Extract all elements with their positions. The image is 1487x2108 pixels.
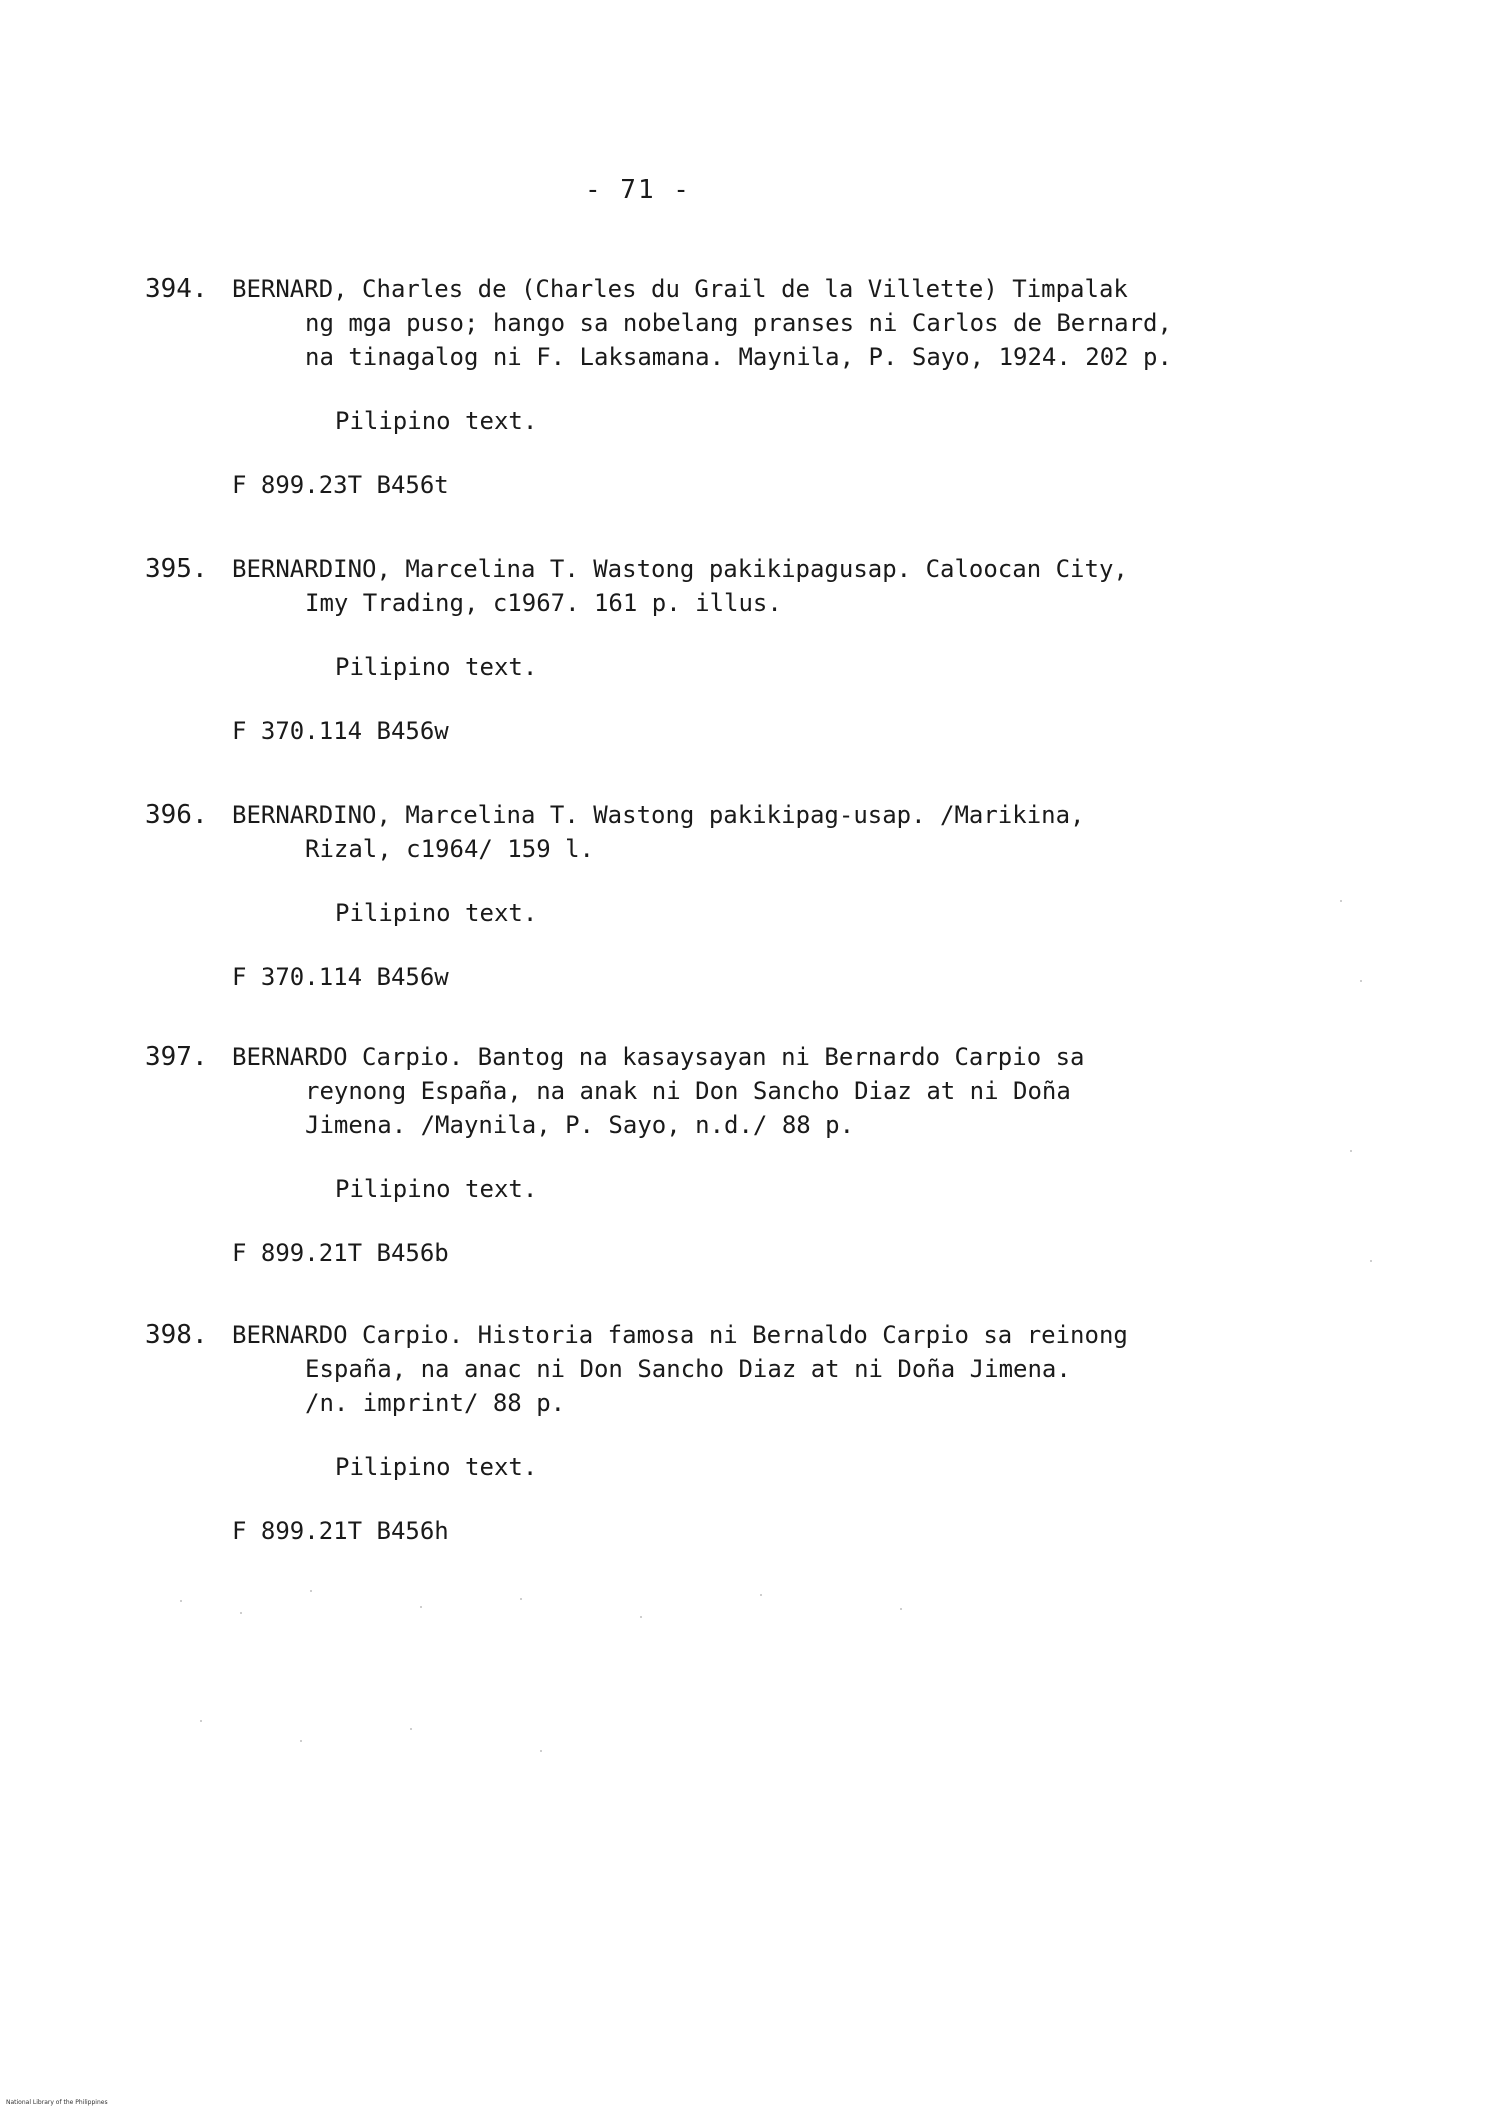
call-number: F 899.21T B456h [232,1517,449,1545]
call-number: F 370.114 B456w [232,717,449,745]
entry-note: Pilipino text. [335,407,538,435]
entry-line: reynong España, na anak ni Don Sancho Diaz at ni Doña [305,1077,1071,1105]
entry-line: na tinagalog ni F. Laksamana. Maynila, P. Sayo, 1924. 202 p. [305,343,1172,371]
entry-body [232,798,1185,866]
call-number: F 899.23T B456t [232,471,449,499]
entry-line: BERNARDINO, Marcelina T. Wastong pakikipag-usap. /Marikina, [232,801,1085,829]
entry-line: BERNARD, Charles de (Charles du Grail de la Villette) Timpalak [232,275,1128,303]
entry-note: Pilipino text. [335,899,538,927]
call-number: F 899.21T B456b [232,1239,449,1267]
catalog-entry [145,552,1185,748]
entry-note: Pilipino text. [335,1453,538,1481]
call-number: F 370.114 B456w [232,963,449,991]
catalog-entry [145,272,1185,502]
entry-line: BERNARDO Carpio. Historia famosa ni Bernaldo Carpio sa reinong [232,1321,1128,1349]
entry-body [232,1040,1185,1142]
page-number: - 71 - [585,175,691,205]
entry-line: España, na anac ni Don Sancho Diaz at ni Doña Jimena. [305,1355,1071,1383]
entry-body [232,1318,1185,1420]
footer-credit: National Library of the Philippines [6,2099,108,2106]
entry-line: Imy Trading, c1967. 161 p. illus. [305,589,782,617]
entry-number: 396. [145,800,208,830]
entry-note: Pilipino text. [335,653,538,681]
entry-body [232,552,1185,620]
entry-line: Rizal, c1964/ 159 l. [305,835,594,863]
entry-number: 394. [145,274,208,304]
entry-line: BERNARDINO, Marcelina T. Wastong pakikipagusap. Caloocan City, [232,555,1128,583]
entry-number: 395. [145,554,208,584]
entry-body [232,272,1185,374]
catalog-entry [145,798,1185,994]
entry-line: BERNARDO Carpio. Bantog na kasaysayan ni Bernardo Carpio sa [232,1043,1085,1071]
entry-number: 397. [145,1042,208,1072]
entry-note: Pilipino text. [335,1175,538,1203]
catalog-entry [145,1318,1185,1548]
entry-line: Jimena. /Maynila, P. Sayo, n.d./ 88 p. [305,1111,855,1139]
entry-number: 398. [145,1320,208,1350]
catalog-entry [145,1040,1185,1270]
entry-line: /n. imprint/ 88 p. [305,1389,566,1417]
entry-line: ng mga puso; hango sa nobelang pranses ni Carlos de Bernard, [305,309,1172,337]
